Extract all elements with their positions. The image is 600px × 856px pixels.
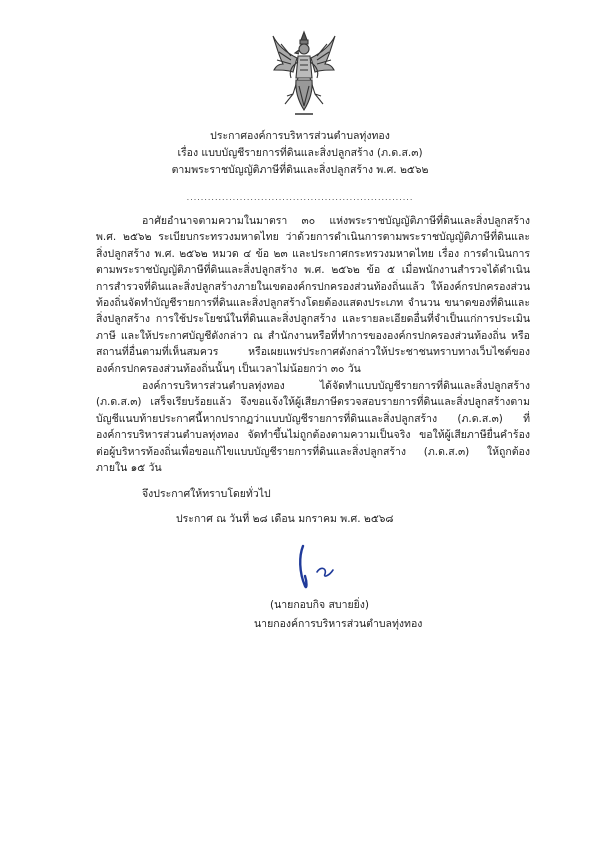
signer-position: นายกองค์การบริหารส่วนตำบลทุ่งทอง [254, 618, 423, 630]
announcement-subject: เรื่อง แบบบัญชีรายการที่ดินและสิ่งปลูกสร้าง (ภ.ด.ส.๓) [177, 147, 423, 159]
paragraph-1-text: อาศัยอำนาจตามความในมาตรา ๓๐ แห่งพระราชบัญญัติภาษีที่ดินและสิ่งปลูกสร้าง พ.ศ. ๒๕๖๒ ระเบียบกระทรวงมหาดไทย ว่าด้วยการดำเนินการตามพระราชบัญญัติภาษีที่ดินและสิ่งปลูกสร้าง พ.ศ. ๒๕๖๒ หมวด ๔ ข้อ ๒๓ และประกาศกระทรวงมหาดไทย เรื่อง การดำเนินการตามพระราชบัญญัติภาษีที่ดินและสิ่งปลูกสร้าง พ.ศ. ๒๕๖๒ ข้อ ๕ เมื่อพนักงานสำรวจได้ดำเนินการสำรวจที่ดินและสิ่งปลูกสร้างภายในเขตองค์กรปกครองส่วนท้องถิ่นแล้ว ให้องค์กรปกครองส่วนท้องถิ่นจัดทำบัญชีรายการที่ดินและสิ่งปลูกสร้างโดยต้องแสดงประเภท จำนวน ขนาดของที่ดินและสิ่งปลูกสร้าง การใช้ประโยชน์ในที่ดินและสิ่งปลูกสร้าง และรายละเอียดอื่นที่จำเป็นแก่การประเมินภาษี และให้ประกาศบัญชีดังกล่าว ณ สำนักงานหรือที่ทำการขององค์กรปกครองส่วนท้องถิ่น หรือสถานที่อื่นตามที่เห็นสมควร หรือเผยแพร่ประกาศดังกล่าวให้ประชาชนทราบทางเว็บไซต์ขององค์กรปกครองส่วนท้องถิ่นนั้นๆ เป็นเวลาไม่น้อยกว่า ๓๐ วัน [96, 215, 530, 375]
paragraph-2 [96, 378, 530, 476]
signature-icon [295, 542, 339, 592]
announcement-law-reference: ตามพระราชบัญญัติภาษีที่ดินและสิ่งปลูกสร้าง พ.ศ. ๒๕๖๒ [171, 164, 429, 176]
garuda-emblem-icon [271, 30, 337, 120]
closing-statement: จึงประกาศให้ทราบโดยทั่วไป [142, 488, 271, 500]
announcement-title: ประกาศองค์การบริหารส่วนตำบลทุ่งทอง [210, 130, 390, 142]
paragraph-2-text: องค์การบริหารส่วนตำบลทุ่งทอง ได้จัดทำแบบบัญชีรายการที่ดินและสิ่งปลูกสร้าง (ภ.ด.ส.๓) เสร็จเรียบร้อยแล้ว จึงขอแจ้งให้ผู้เสียภาษีตรวจสอบรายการที่ดินและสิ่งปลูกสร้างตามบัญชีแนบท้ายประกาศนี้หากปรากฏว่าแบบบัญชีรายการที่ดินและสิ่งปลูกสร้าง (ภ.ด.ส.๓) ที่องค์การบริหารส่วนตำบลทุ่งทอง จัดทำขึ้นไม่ถูกต้องตามความเป็นจริง ขอให้ผู้เสียภาษียื่นคำร้องต่อผู้บริหารท้องถิ่นเพื่อขอแก้ไขแบบบัญชีรายการที่ดินและสิ่งปลูกสร้าง (ภ.ด.ส.๓) ให้ถูกต้องภายใน ๑๕ วัน [96, 380, 530, 475]
signer-name: (นายกอบกิจ สบายยิ่ง) [270, 599, 369, 611]
separator-dots: ................................................................ [186, 193, 414, 202]
paragraph-1 [96, 213, 530, 377]
dateline: ประกาศ ณ วันที่ ๒๘ เดือน มกราคม พ.ศ. ๒๕๖๘ [176, 513, 394, 525]
